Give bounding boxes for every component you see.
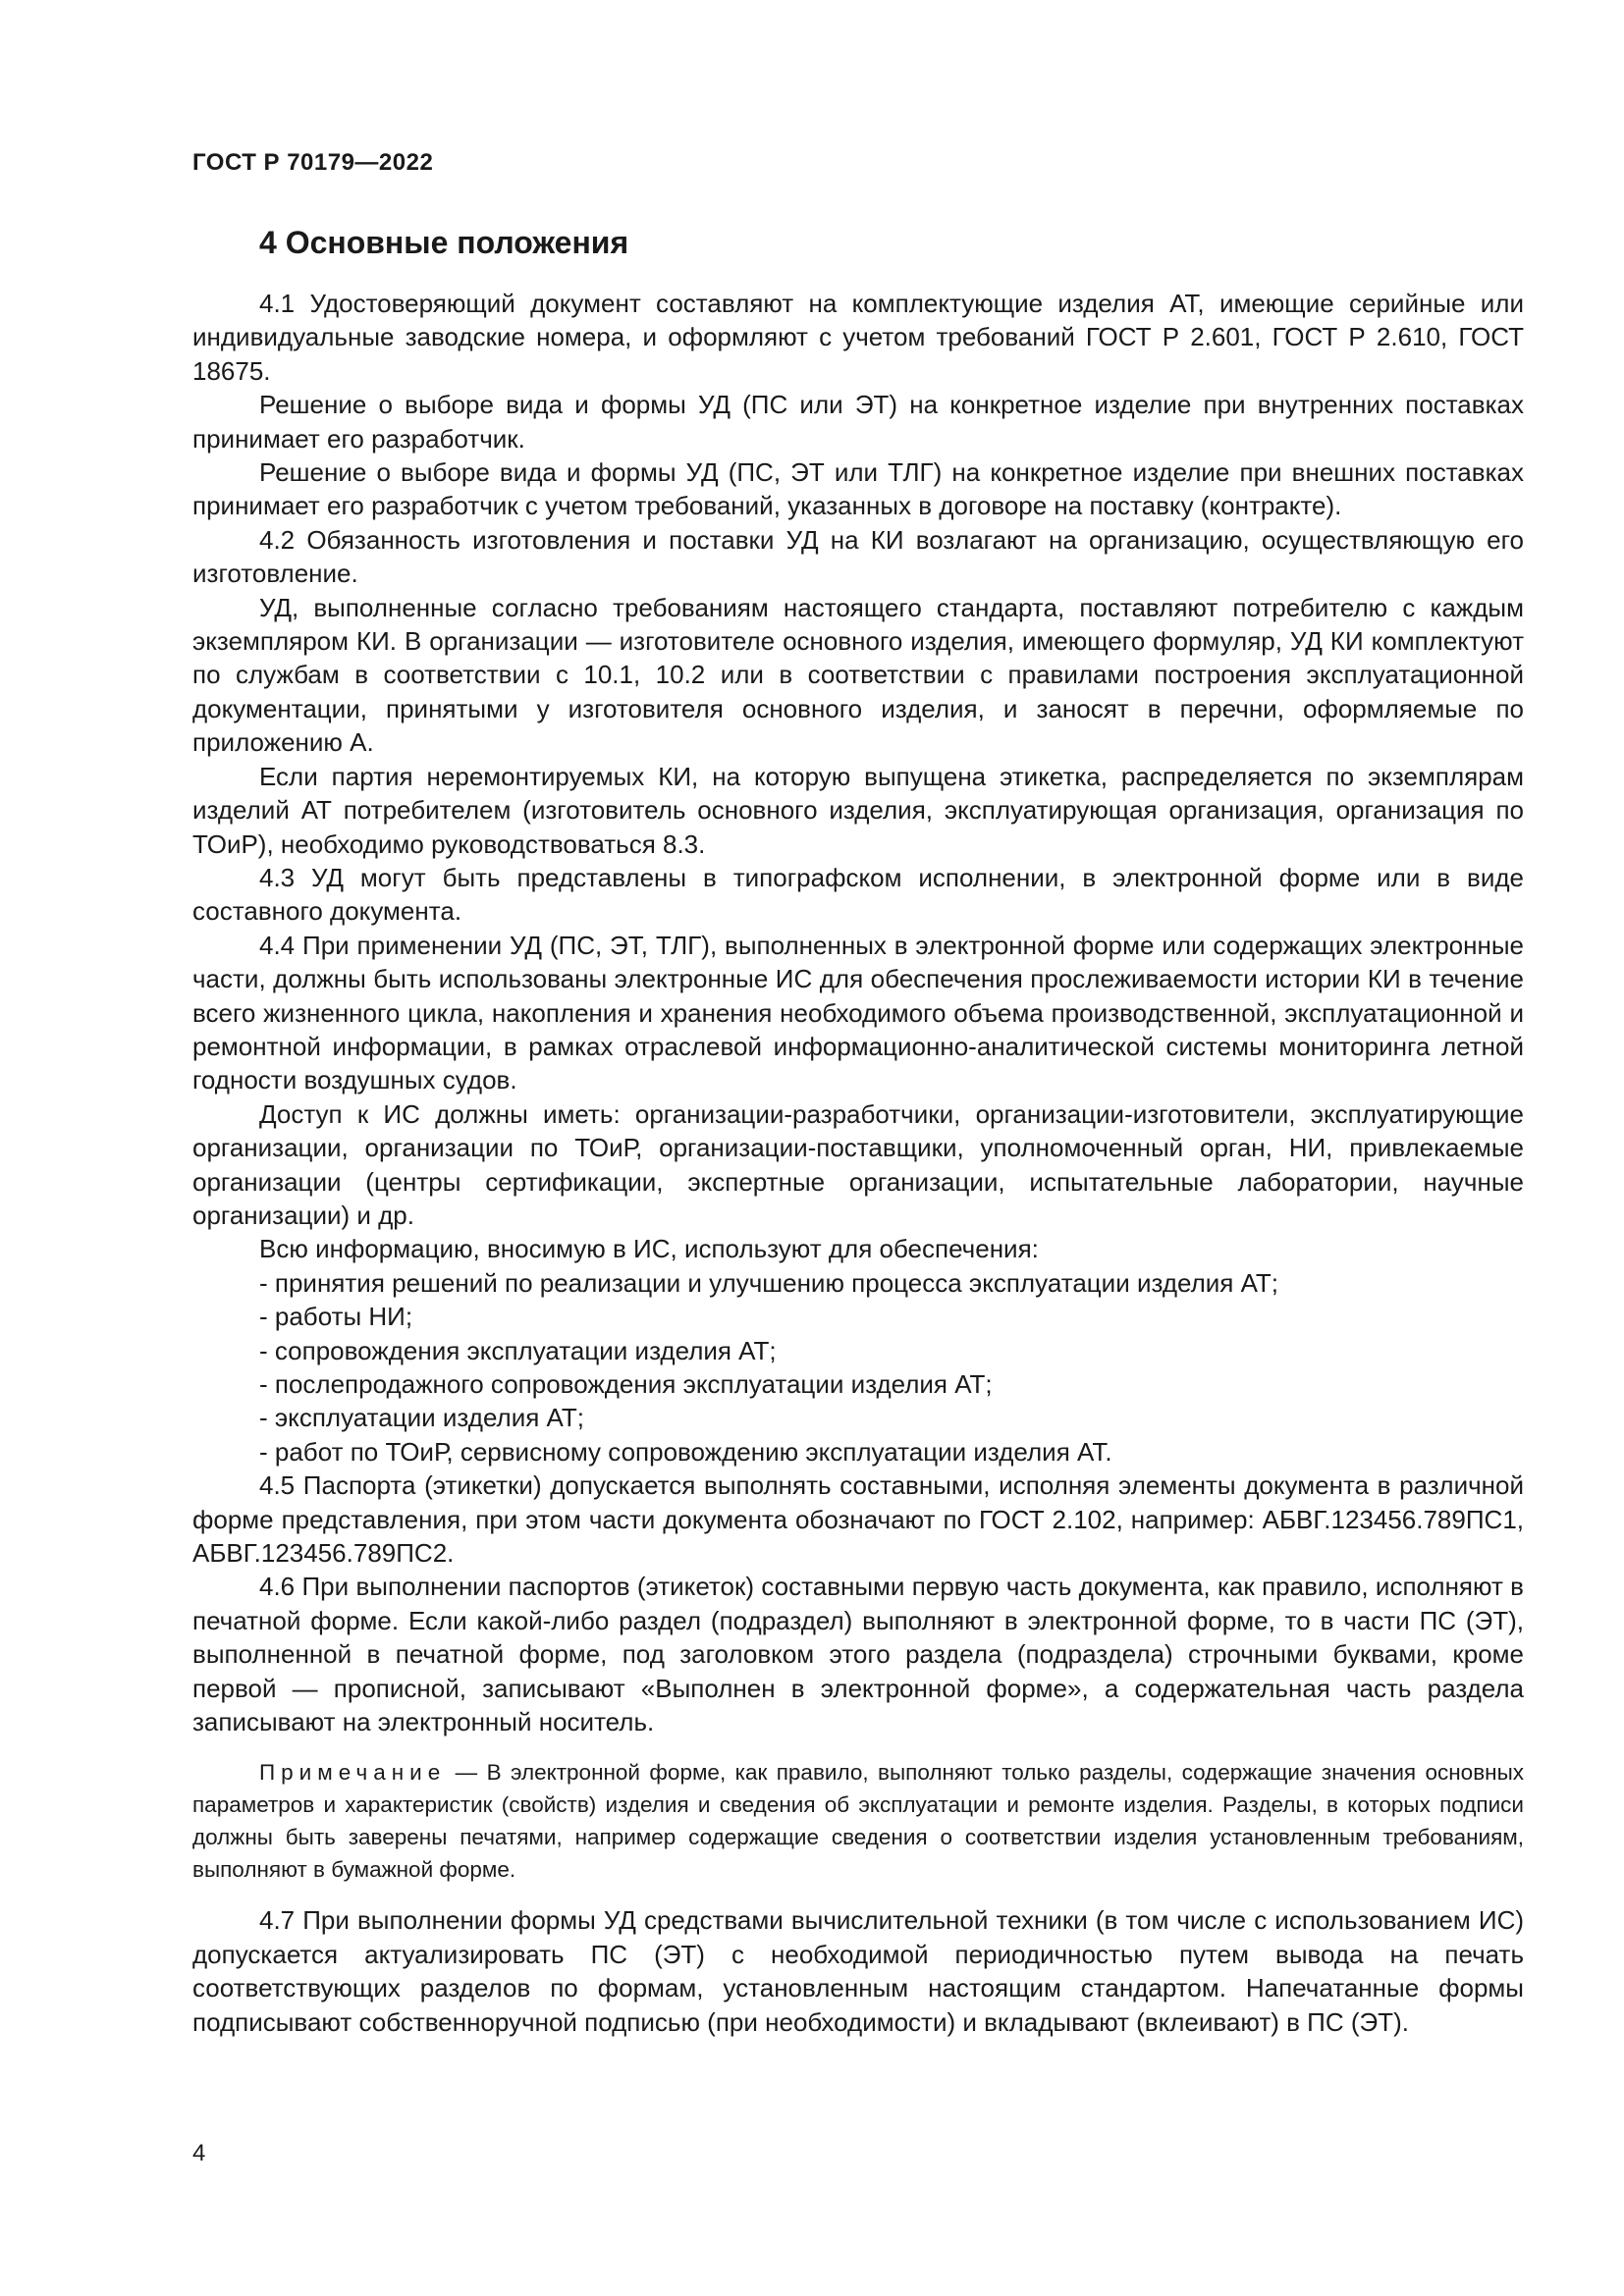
document-header: ГОСТ Р 70179—2022: [192, 149, 434, 176]
paragraph: Доступ к ИС должны иметь: организации-разработчики, организации-изготовители, эксплуатирующие организации, организации по ТОиР, организации-поставщики, уполномоченный орган, НИ, привлекаемые организации (центры сертификации, экспертные организации, испытательные лаборатории, научные организации) и др.: [192, 1098, 1524, 1230]
paragraph: Решение о выборе вида и формы УД (ПС или ЭТ) на конкретное изделие при внутренних поставках принимает его разработчик.: [192, 390, 1524, 454]
list-item: - послепродажного сопровождения эксплуатации изделия АТ;: [259, 1369, 993, 1399]
paragraph-4-7: 4.7 При выполнении формы УД средствами вычислительной техники (в том числе с использованием ИС) допускается актуализировать ПС (ЭТ) с необходимой периодичностью путем вывода на печать соответствующих разделов по формам, установленным настоящим стандартом. Напечатанные формы подписывают собственноручной подписью (при необходимости) и вкладывают (вклеивают) в ПС (ЭТ).: [192, 1905, 1524, 2037]
note: [192, 1756, 1524, 1886]
paragraph: Всю информацию, вносимую в ИС, используют для обеспечения:: [259, 1234, 1039, 1264]
list-item: - работ по ТОиР, сервисному сопровождению эксплуатации изделия АТ.: [259, 1436, 1112, 1467]
note-label: Примечание: [259, 1760, 447, 1786]
paragraph: Если партия неремонтируемых КИ, на которую выпущена этикетка, распределяется по экземплярам изделий АТ потребителем (изготовитель основного изделия, эксплуатирующая организация, организация по ТОиР), необходимо руководствоваться 8.3.: [192, 761, 1524, 859]
list-item: - принятия решений по реализации и улучшению процесса эксплуатации изделия АТ;: [259, 1267, 1278, 1298]
section-title: 4 Основные положения: [259, 225, 629, 260]
paragraph-4-1: 4.1 Удостоверяющий документ составляют на комплектующие изделия АТ, имеющие серийные или индивидуальные заводские номера, и оформляют с учетом требований ГОСТ Р 2.601, ГОСТ Р 2.610, ГОСТ 18675.: [192, 289, 1524, 386]
page-number: 4: [192, 2140, 206, 2166]
paragraph-4-6: 4.6 При выполнении паспортов (этикеток) составными первую часть документа, как правило, исполняют в печатной форме. Если какой-либо раздел (подраздел) выполняют в электронной форме, то в части ПС (ЭТ), выполненной в печатной форме, под заголовком этого раздела (подраздела) строчными буквами, кроме первой — прописной, записывают «Выполнен в электронной форме», а содержательная часть раздела записывают на электронный носитель.: [192, 1572, 1524, 1737]
paragraph-4-5: 4.5 Паспорта (этикетки) допускается выполнять составными, исполняя элементы документа в различной форме представления, при этом части документа обозначают по ГОСТ 2.102, например: АБВГ.123456.789ПС1, АБВГ.123456.789ПС2.: [192, 1470, 1524, 1569]
paragraph-4-2: 4.2 Обязанность изготовления и поставки УД на КИ возлагают на организацию, осуществляющую его изготовление.: [192, 524, 1524, 589]
paragraph: УД, выполненные согласно требованиям настоящего стандарта, поставляют потребителю с каждым экземпляром КИ. В организации — изготовителе основного изделия, имеющего формуляр, УД КИ комплектуют по службам в соответствии с 10.1, 10.2 или в соответствии с правилами построения эксплуатационной документации, принятыми у изготовителя основного изделия, и заносят в перечни, оформляемые по приложению А.: [192, 592, 1524, 758]
list-item: - работы НИ;: [259, 1302, 413, 1332]
list-item: - сопровождения эксплуатации изделия АТ;: [259, 1335, 777, 1365]
list-item: - эксплуатации изделия АТ;: [259, 1403, 584, 1433]
paragraph-4-4: 4.4 При применении УД (ПС, ЭТ, ТЛГ), выполненных в электронной форме или содержащих электронные части, должны быть использованы электронные ИС для обеспечения прослеживаемости истории КИ в течение всего жизненного цикла, накопления и хранения необходимого объема производственной, эксплуатационной и ремонтной информации, в рамках отраслевой информационно-аналитической системы мониторинга летной годности воздушных судов.: [192, 930, 1524, 1095]
note-text: — В электронной форме, как правило, выполняют только разделы, содержащие значения основных параметров и характеристик (свойств) изделия и сведения об эксплуатации и ремонте изделия. Разделы, в которых подписи должны быть заверены печатями, например содержащие сведения о соответствии изделия установленным требованиям, выполняют в бумажной форме.: [192, 1760, 1524, 1883]
usage-list: [192, 1266, 1524, 1468]
section-body: [192, 287, 1524, 2039]
paragraph: Решение о выборе вида и формы УД (ПС, ЭТ или ТЛГ) на конкретное изделие при внешних поставках принимает его разработчик с учетом требований, указанных в договоре на поставку (контракте).: [192, 457, 1524, 521]
paragraph-4-3: 4.3 УД могут быть представлены в типографском исполнении, в электронной форме или в виде составного документа.: [192, 862, 1524, 927]
